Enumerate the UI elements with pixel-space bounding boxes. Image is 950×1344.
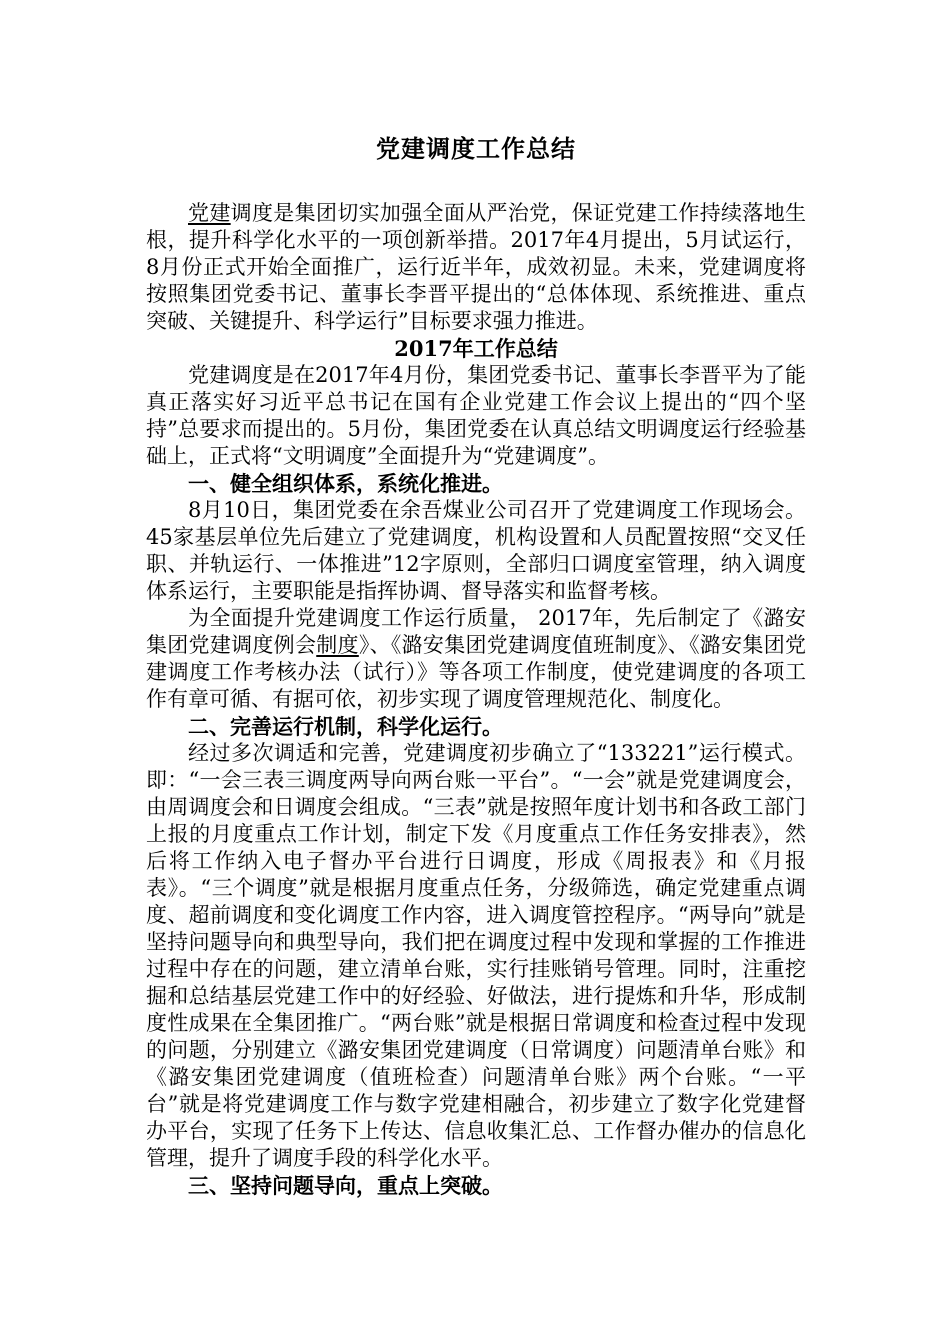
heading-3: 三、坚持问题导向，重点上突破。 — [188, 1173, 503, 1198]
paragraph-2: 8月10日，集团党委在余吾煤业公司召开了党建调度工作现场会。45家基层单位先后建立了党建调度，机构设置和人员配置按照“交叉任职、并轨运行、一体推进”12字原则，全部归口调度室管理，纳入调度体系运行，主要职能是指挥协调、督导落实和监督考核。 — [146, 498, 806, 603]
paragraph-3-underlined-word: 制度 — [316, 633, 359, 657]
paragraph-4: 经过多次调适和完善，党建调度初步确立了“133221”运行模式。即：“一会三表三调度两导向两台账一平台”。“一会”就是党建调度会，由周调度会和日调度会组成。“三表”就是按照年度计划书和各政工部门上报的月度重点工作计划，制定下发《月度重点工作任务安排表》，然后将工作纳入电子督办平台进行日调度，形成《周报表》和《月报表》。“三个调度”就是根据月度重点任务，分级筛选，确定党建重点调度、超前调度和变化调度工作内容，进入调度管控程序。“两导向”就是坚持问题导向和典型导向，我们把在调度过程中发现和掌握的工作推进过程中存在的问题，建立清单台账，实行挂账销号管理。同时，注重挖掘和总结基层党建工作中的好经验、好做法，进行提炼和升华，形成制度性成果在全集团推广。“两台账”就是根据日常调度和检查过程中发现的问题，分别建立《潞安集团党建调度（日常调度）问题清单台账》和《潞安集团党建调度（值班检查）问题清单台账》两个台账。“一平台”就是将党建调度工作与数字党建相融合，初步建立了数字化党建督办平台，实现了任务下上传达、信息收集汇总、工作督办催办的信息化管理，提升了调度手段的科学化水平。 — [146, 741, 806, 1170]
paragraph-3-before: 为全面提升党建调度工作运行质量， 2017年，先后制定了《潞安集团党建调度例会 — [146, 606, 806, 657]
paragraph-1: 党建调度是在2017年4月份，集团党委书记、董事长李晋平为了能真正落实好习近平总书记在国有企业党建工作会议上提出的“四个坚持”总要求而提出的。5月份，集团党委在认真总结文明调度运行经验基础上，正式将“文明调度”全面提升为“党建调度”。 — [146, 363, 806, 468]
document-page — [146, 130, 806, 1199]
intro-text: 调度是集团切实加强全面从严治党，保证党建工作持续落地生根，提升科学化水平的一项创新举措。2017年4月提出，5月试运行，8月份正式开始全面推广，运行近半年，成效初显。未来，党建调度将按照集团党委书记、董事长李晋平提出的“总体体现、系统推进、重点突破、关键提升、科学运行”目标要求强力推进。 — [146, 201, 807, 333]
section-title: 2017年工作总结 — [394, 336, 558, 361]
document-title: 党建调度工作总结 — [376, 134, 576, 163]
paragraph-3 — [146, 605, 806, 713]
paragraph-3-after: 》、《潞安集团党建调度值班制度》、《潞安集团党建调度工作考核办法（试行）》等各项工作制度，使党建调度的各项工作有章可循、有据可依，初步实现了调度管理规范化、制度化。 — [146, 633, 806, 711]
intro-underlined-word: 党建 — [188, 201, 231, 225]
intro-paragraph — [146, 200, 806, 335]
heading-1: 一、健全组织体系，系统化推进。 — [188, 471, 503, 496]
heading-2: 二、完善运行机制，科学化运行。 — [188, 714, 503, 739]
